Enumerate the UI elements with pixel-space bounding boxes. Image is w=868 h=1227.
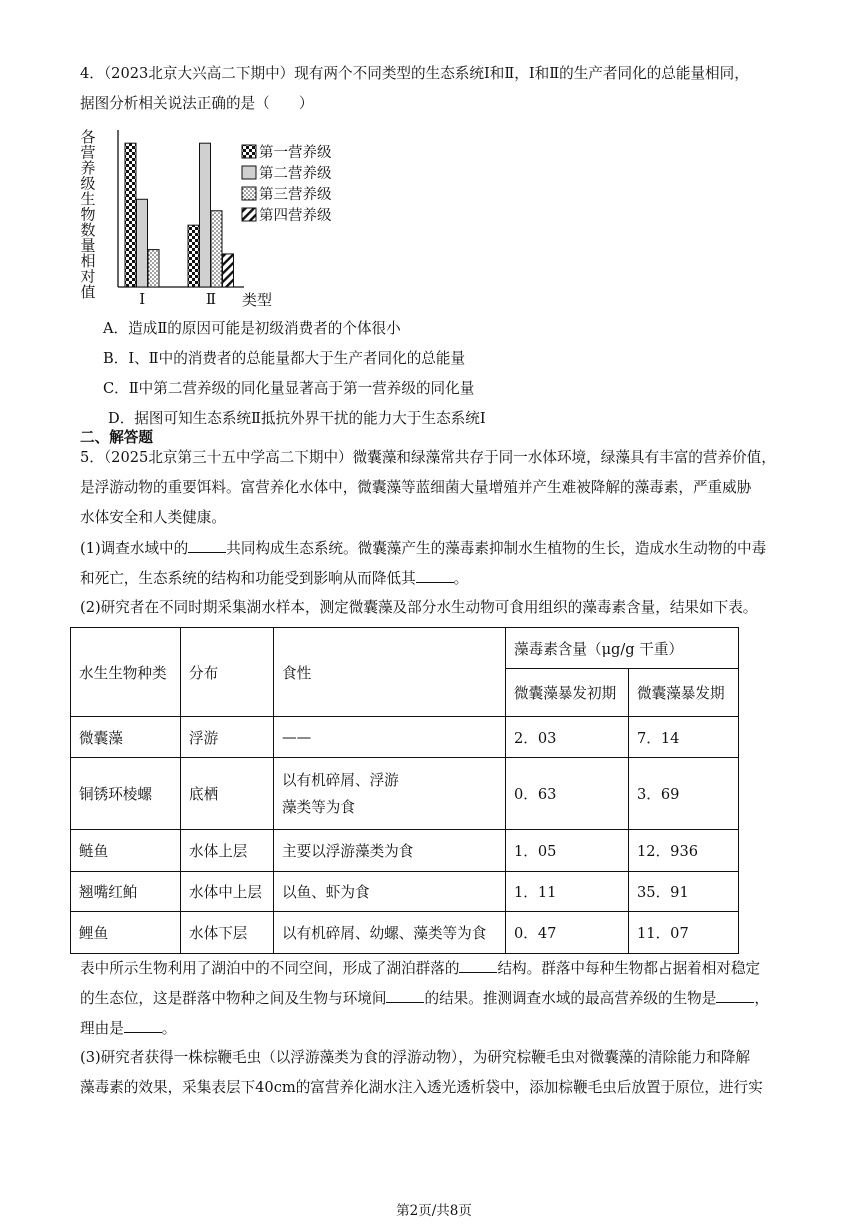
header-toxin: 藻毒素含量（μg/g 干重）: [506, 628, 739, 669]
q5-part2-text-c: 的生态位，这是群落中物种之间及生物与环境间: [80, 990, 387, 1007]
q5-part2-text-g: 。: [161, 1020, 177, 1037]
q5-intro-line2: 是浮游动物的重要饵料。富营养化水体中，微囊藻等蓝细菌大量增殖并产生难被降解的藻毒素，严重威胁: [80, 479, 752, 496]
header-diet: 食性: [274, 628, 506, 717]
cell-distribution: 水体下层: [181, 912, 274, 954]
q5-intro-line3: 水体安全和人类健康。: [80, 509, 226, 526]
cell-distribution: 浮游: [181, 717, 274, 758]
cell-early: 1．05: [506, 830, 629, 872]
bar-1-series-3: [148, 250, 159, 287]
cell-species: 鲢鱼: [71, 830, 181, 872]
answer-blank[interactable]: [459, 958, 497, 973]
q5-part2-line2: [80, 988, 769, 1009]
table-row: [71, 912, 739, 954]
cell-peak: 35．91: [629, 872, 739, 912]
q5-part1-text-c: 和死亡，生态系统的结构和功能受到影响从而降低其: [80, 570, 416, 587]
legend-label: 第一营养级: [259, 145, 332, 161]
table-row: [71, 830, 739, 872]
legend-swatch: [242, 166, 256, 179]
table-row: [71, 872, 739, 912]
q4-option-a: A．造成Ⅱ的原因可能是初级消费者的个体很小: [103, 320, 401, 337]
cell-early: 0．47: [506, 912, 629, 954]
q5-part2-text-a: 表中所示生物利用了湖泊中的不同空间，形成了湖泊群落的: [80, 960, 460, 977]
q5-part2-intro: (2)研究者在不同时期采集湖水样本，测定微囊藻及部分水生动物可食用组织的藻毒素含量，结果如下表。: [80, 599, 758, 616]
cell-diet: ——: [274, 717, 506, 758]
table-row: [71, 717, 739, 758]
cell-species: 微囊藻: [71, 717, 181, 758]
cell-peak: 3．69: [629, 758, 739, 830]
bar-2-series-3: [211, 211, 222, 287]
q5-part2-text-b: 结构。群落中每种生物都占据着相对稳定: [497, 960, 761, 977]
cell-distribution: 水体上层: [181, 830, 274, 872]
table-header-row: [71, 628, 739, 669]
q5-part1-text-b: 共同构成生态系统。微囊藻产生的藻毒素抑制水生植物的生长，造成水生动物的中毒: [226, 540, 767, 557]
cell-peak: 7．14: [629, 717, 739, 758]
header-species: 水生生物种类: [71, 628, 181, 717]
toxin-table: [70, 627, 739, 954]
cell-early: 1．11: [506, 872, 629, 912]
x-tick-label: Ⅱ: [205, 290, 217, 308]
header-peak: 微囊藻暴发期: [629, 669, 739, 717]
bars-group: [125, 143, 234, 308]
q5-part2-line1: [80, 958, 760, 979]
x-tick-label: Ⅰ: [139, 290, 146, 308]
answer-blank[interactable]: [716, 988, 754, 1003]
trophic-bar-chart: [78, 128, 348, 308]
answer-blank[interactable]: [188, 538, 226, 553]
q4-option-b: B．Ⅰ、Ⅱ中的消费者的总能量都大于生产者同化的总能量: [103, 350, 466, 367]
cell-species: 鲤鱼: [71, 912, 181, 954]
q5-part1-line1: [80, 538, 766, 559]
bar-2-series-2: [200, 143, 211, 287]
bar-1-series-2: [137, 199, 148, 287]
page-footer: 第2页/共8页: [396, 1203, 472, 1219]
q5-part1-text-a: (1)调查水域中的: [80, 540, 189, 557]
q5-part2-text-f: 理由是: [80, 1020, 124, 1037]
q4-option-c: C．Ⅱ中第二营养级的同化量显著高于第一营养级的同化量: [103, 380, 475, 397]
answer-blank[interactable]: [386, 988, 424, 1003]
q5-part2-text-e: ，: [754, 990, 769, 1007]
q4-stem-line2: 据图分析相关说法正确的是（ ）: [80, 95, 314, 112]
q5-part2-line3: [80, 1018, 176, 1039]
cell-diet: 以有机碎屑、浮游 藻类等为食: [274, 758, 506, 830]
q4-stem-line1: 4．（2023北京大兴高二下期中）现有两个不同类型的生态系统Ⅰ和Ⅱ，Ⅰ和Ⅱ的生产者同化的总能量相同，: [80, 65, 749, 82]
legend-label: 第三营养级: [259, 187, 332, 203]
answer-blank[interactable]: [416, 568, 454, 583]
cell-species: 翘嘴红鲌: [71, 872, 181, 912]
legend-swatch: [242, 145, 256, 158]
cell-distribution: 底栖: [181, 758, 274, 830]
header-distribution: 分布: [181, 628, 274, 717]
q5-part1-line2: [80, 568, 468, 589]
x-axis-label: 类型: [242, 291, 273, 308]
legend-swatch: [242, 208, 256, 221]
q5-part1-text-d: 。: [453, 570, 469, 587]
cell-diet: 主要以浮游藻类为食: [274, 830, 506, 872]
cell-early: 0．63: [506, 758, 629, 830]
cell-species: 铜锈环棱螺: [71, 758, 181, 830]
q5-part3-line2: 藻毒素的效果，采集表层下40cm的富营养化湖水注入透光透析袋中，添加棕鞭毛虫后放置于原位，进行实: [80, 1079, 763, 1096]
chart-legend: [242, 143, 332, 224]
bar-2-series-1: [188, 225, 199, 287]
q5-intro-line1: 5．（2025北京第三十五中学高二下期中）微囊藻和绿藻常共存于同一水体环境，绿藻具有丰富的营养价值，: [80, 449, 776, 466]
legend-swatch: [242, 187, 256, 200]
y-axis-label: 各营养级生物数量相对值: [80, 128, 96, 301]
cell-peak: 12．936: [629, 830, 739, 872]
bar-2-series-4: [223, 254, 234, 287]
header-early: 微囊藻暴发初期: [506, 669, 629, 717]
q4-option-d: D．据图可知生态系统Ⅱ抵抗外界干扰的能力大于生态系统Ⅰ: [108, 410, 486, 427]
bar-1-series-1: [125, 143, 136, 287]
table-row: [71, 758, 739, 830]
cell-diet: 以鱼、虾为食: [274, 872, 506, 912]
legend-label: 第四营养级: [259, 208, 332, 224]
q5-part2-text-d: 的结果。推测调查水域的最高营养级的生物是: [424, 990, 717, 1007]
cell-early: 2．03: [506, 717, 629, 758]
answer-blank[interactable]: [124, 1018, 162, 1033]
legend-label: 第二营养级: [259, 166, 332, 182]
cell-peak: 11．07: [629, 912, 739, 954]
section-heading: 二、解答题: [80, 429, 153, 446]
cell-diet: 以有机碎屑、幼螺、藻类等为食: [274, 912, 506, 954]
q5-part3-line1: (3)研究者获得一株棕鞭毛虫（以浮游藻类为食的浮游动物），为研究棕鞭毛虫对微囊藻的清除能力和降解: [80, 1049, 751, 1066]
cell-distribution: 水体中上层: [181, 872, 274, 912]
